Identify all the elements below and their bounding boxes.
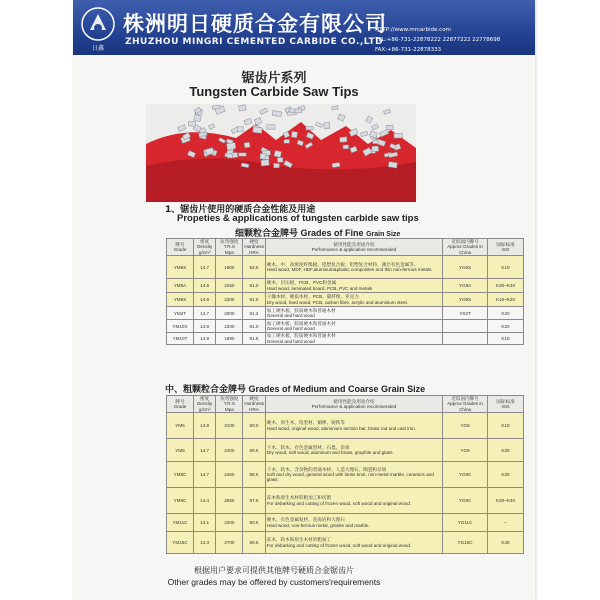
application-en: General and hard wood: [266, 338, 315, 344]
application-cell: [265, 462, 442, 488]
column-header-cn: 牌号: [175, 241, 185, 247]
fine-table-title-cn: 细颗粒合金牌号: [235, 228, 299, 238]
density-cell: 14.9: [193, 333, 215, 345]
column-header-en: Approx Grades in China: [447, 401, 483, 412]
china-cell: YG6X: [443, 256, 488, 279]
saw-tips-illustration-icon: [146, 104, 416, 202]
application-en: Soft and dry wood, general wood with loose knot, non-metal marble, ceramics and glass.: [266, 472, 434, 483]
saw-tip-piece: [284, 139, 290, 143]
hra-cell: 90.5: [243, 514, 265, 532]
column-header: [193, 239, 215, 256]
table-row: [167, 462, 524, 488]
application-cn: 冻木、软木和原生木材的粗加工: [266, 537, 332, 543]
grade-cell: YM6: [167, 413, 194, 439]
iso-cell: –: [488, 514, 524, 532]
application-en: Dry wood, soft wood, aluminum and brass, graphite and glass.: [266, 450, 394, 456]
table-row: [167, 320, 524, 333]
iso-cell: K30~K40: [488, 279, 524, 293]
column-header-cn: 抗弯强度: [220, 396, 239, 401]
saw-tip-piece: [239, 153, 247, 156]
iso-cell: K20: [488, 462, 524, 488]
column-header-en: Performance & application recommended: [311, 404, 397, 410]
density-cell: 14.9: [193, 413, 215, 439]
saw-tip-piece: [227, 143, 236, 150]
saw-tip-piece: [267, 125, 275, 130]
trs-cell: 2250: [216, 279, 243, 293]
column-header: [265, 239, 442, 256]
column-header-en: Grade: [173, 247, 187, 253]
density-cell: 14.4: [193, 488, 215, 514]
density-cell: 14.7: [193, 256, 215, 279]
trs-cell: 1900: [216, 256, 243, 279]
page-title-en: Tungsten Carbide Saw Tips: [189, 84, 359, 99]
column-header-en: Grade: [173, 404, 187, 410]
column-header-unit: g/cm³: [198, 406, 211, 412]
saw-tips-photo: [146, 104, 416, 202]
application-en: For debarking and cutting of frozen wood, soft wood and original wood.: [266, 500, 412, 506]
saw-tip-piece: [244, 142, 250, 148]
column-header-unit: HRA: [249, 406, 259, 412]
application-cn: 干燥木材、硬质木材、PCB、碳纤维、亚克力: [266, 294, 359, 300]
hra-cell: 91.0: [243, 279, 265, 293]
fine-table-title-en: Grades of Fine: [300, 228, 364, 238]
application-cell: [265, 439, 442, 462]
application-en: Hard wood, laminated board, PCB, PVC and metals: [266, 285, 373, 291]
column-header-en: T.R.S: [223, 401, 235, 407]
table-row: [167, 293, 524, 307]
density-cell: 14.3: [193, 532, 215, 554]
application-en: General and hard wood: [266, 313, 315, 319]
iso-cell: K10: [488, 256, 524, 279]
column-header: [167, 396, 194, 413]
table-row: [167, 413, 524, 439]
coarse-grain-table: [166, 395, 524, 554]
iso-cell: K10: [488, 333, 524, 345]
saw-tip-piece: [291, 131, 297, 138]
grade-cell: YM8: [167, 439, 194, 462]
application-cn: 加工硬木板、胶质硬木和普通木材: [266, 333, 336, 339]
hra-cell: 88.5: [243, 462, 265, 488]
grade-cell: YM8X: [167, 293, 194, 307]
table-row: [167, 439, 524, 462]
application-cn: 硬木、层压板、PCB、PVC和金属: [266, 280, 337, 286]
hra-cell: 92.5: [243, 256, 265, 279]
application-cell: [265, 488, 442, 514]
column-header-cn: 近似国内牌号: [451, 239, 479, 244]
table-row: [167, 488, 524, 514]
saw-tip-piece: [394, 133, 403, 138]
grade-cell: YM8A: [167, 279, 194, 293]
table-row: [167, 532, 524, 554]
saw-tip-piece: [199, 132, 207, 136]
grade-cell: YM2T: [167, 307, 194, 320]
china-cell: YG8A: [443, 279, 488, 293]
column-header-cn: 牌号: [175, 398, 185, 404]
saw-tip-piece: [388, 162, 397, 168]
contact-tel: TEL:+86-731-22878222 22877222 22778698: [375, 37, 501, 43]
hra-cell: 91.2: [243, 307, 265, 320]
saw-tip-piece: [289, 108, 296, 113]
saw-tip-piece: [324, 123, 330, 129]
saw-tip-piece: [295, 109, 302, 113]
column-header: [265, 396, 442, 413]
application-en: Dry wood, hard wood, PCB, carbon fibre, acrylic and aluminium steel.: [266, 299, 408, 305]
footer-note-cn: 根据用户要求可提供其他牌号硬质合金锯齿片: [194, 566, 354, 575]
saw-tip-piece: [274, 163, 280, 168]
application-cell: [265, 333, 442, 345]
trs-cell: 1890: [216, 333, 243, 345]
trs-cell: 2100: [216, 413, 243, 439]
grade-cell: YM8C: [167, 462, 194, 488]
china-cell: YG8: [443, 439, 488, 462]
catalog-page: [73, 0, 535, 600]
application-cell: [265, 256, 442, 279]
column-header-cn: 近似国内牌号: [451, 396, 479, 401]
saw-tip-piece: [260, 153, 266, 159]
china-cell: YG11C: [443, 514, 488, 532]
column-header-en: Density: [196, 244, 213, 250]
density-cell: 14.7: [193, 307, 215, 320]
saw-tip-piece: [339, 137, 347, 143]
trs-cell: 2000: [216, 307, 243, 320]
column-header: [193, 396, 215, 413]
application-cn: 干木、软木、含杂物的普通木材、人造大理石、陶瓷和杂项: [266, 466, 387, 472]
saw-tip-piece: [212, 105, 220, 109]
saw-tip-piece: [274, 150, 281, 157]
coarse-table-title: [165, 382, 425, 395]
section-heading-en: Propeties & applications of tungsten carbide saw tips: [177, 213, 419, 224]
application-cell: [265, 293, 442, 307]
china-cell: YG8X: [443, 293, 488, 307]
coarse-table-title-en: Grades of Medium and Coarse Grain Size: [248, 384, 426, 394]
column-header-en: Approx Grades in China: [447, 244, 483, 255]
hra-cell: 91.0: [243, 293, 265, 307]
column-header: [443, 239, 488, 256]
china-cell: [443, 320, 488, 333]
table-row: [167, 256, 524, 279]
china-cell: YG9C: [443, 488, 488, 514]
grade-cell: YM11C: [167, 514, 194, 532]
grade-cell: YM10X: [167, 320, 194, 333]
application-cell: [265, 413, 442, 439]
table-header-row: [167, 239, 524, 256]
grade-cell: YM9C: [167, 488, 194, 514]
column-header: [216, 239, 243, 256]
iso-cell: K20: [488, 439, 524, 462]
coarse-table-title-cn: 中、粗颗粒合金牌号: [165, 384, 247, 394]
column-header: [443, 396, 488, 413]
china-cell: YG8C: [443, 462, 488, 488]
trs-cell: 2400: [216, 439, 243, 462]
saw-tip-piece: [372, 146, 379, 151]
column-header-en: T.R.S: [223, 244, 235, 250]
density-cell: 14.7: [193, 462, 215, 488]
table-row: [167, 514, 524, 532]
trs-cell: 2200: [216, 514, 243, 532]
column-header-cn: 硬度: [249, 396, 259, 401]
saw-tip-piece: [237, 127, 243, 132]
saw-tip-piece: [332, 106, 338, 110]
column-header-unit: Mpa: [224, 406, 234, 412]
column-header-cn: 硬度: [249, 239, 259, 244]
iso-cell: K20: [488, 320, 524, 333]
column-header-unit: Mpa: [224, 249, 234, 255]
section-heading-cn: 1、锯齿片使用的硬质合金性能及用途: [165, 205, 316, 215]
column-header: [488, 239, 524, 256]
hra-cell: 89.5: [243, 439, 265, 462]
hra-cell: 91.0: [243, 320, 265, 333]
saw-tip-piece: [261, 160, 269, 166]
grade-cell: YM6X: [167, 256, 194, 279]
contact-http: HTTP://www.mrcarbide.com: [375, 27, 451, 33]
table-header-row: [167, 396, 524, 413]
application-cn: 加工硬木板、胶质硬木和普通木材: [266, 320, 336, 326]
trs-cell: 2200: [216, 320, 243, 333]
application-cn: 硬木、有色金属复材、花岗岩和大理石: [266, 517, 345, 523]
saw-tip-piece: [188, 121, 195, 126]
column-header-cn: 使用性能及用途介绍: [333, 241, 375, 247]
column-header-en: Performance & application recommended: [311, 247, 397, 253]
application-cn: 硬木、原生木、铝型材、铜棒、铸铁等: [266, 420, 345, 426]
column-header-cn: 密度: [200, 396, 210, 401]
application-cell: [265, 532, 442, 554]
column-header-en: ISO: [501, 404, 510, 410]
column-header-unit: HRA: [249, 249, 259, 255]
column-header-cn: 国际标准: [496, 241, 515, 247]
page-title-cn: 锯齿片系列: [241, 71, 307, 86]
column-header-cn: 国际标准: [496, 398, 515, 404]
hra-cell: 86.5: [243, 532, 265, 554]
application-cn: 干木、软木、有色金属型材、石墨、杂项: [266, 444, 350, 450]
application-en: For debarking and cutting of frozen wood, soft wood and original wood.: [266, 542, 412, 548]
density-cell: 14.6: [193, 293, 215, 307]
table-row: [167, 279, 524, 293]
iso-cell: K10: [488, 413, 524, 439]
contact-fax: FAX:+86-731-22878333: [375, 47, 442, 53]
hra-cell: 90.0: [243, 413, 265, 439]
fine-grain-table: [166, 238, 524, 345]
column-header: [488, 396, 524, 413]
china-cell: YG15C: [443, 532, 488, 554]
column-header: [216, 396, 243, 413]
company-name-cn: 株洲明日硬质合金有限公司: [123, 12, 387, 36]
column-header-unit: g/cm³: [198, 249, 211, 255]
grade-cell: YM10T: [167, 333, 194, 345]
hra-cell: 87.5: [243, 488, 265, 514]
china-cell: YG6: [443, 413, 488, 439]
column-header-cn: 使用性能及用途介绍: [333, 398, 375, 404]
iso-cell: K20: [488, 307, 524, 320]
saw-tip-piece: [277, 157, 283, 162]
density-cell: 14.8: [193, 320, 215, 333]
application-cn: 加工硬木板、胶质硬木和普通木材: [266, 307, 336, 313]
density-cell: 14.6: [193, 279, 215, 293]
fine-table-title-en-small: Grain Size: [366, 231, 401, 238]
trs-cell: 2450: [216, 462, 243, 488]
grade-cell: YM15C: [167, 532, 194, 554]
column-header-en: Hardness: [244, 401, 264, 407]
china-cell: [443, 333, 488, 345]
company-header: [73, 0, 535, 55]
density-cell: 14.1: [193, 514, 215, 532]
application-en: Hard wood, non-ferrous metal, granite and marble.: [266, 522, 370, 528]
column-header: [167, 239, 194, 256]
application-en: Hard wood, MDF, HDF,aluminum&plastic composites and thin non-ferrous metals.: [266, 267, 433, 273]
iso-cell: K10~K20: [488, 293, 524, 307]
iso-cell: K30~K40: [488, 488, 524, 514]
saw-tip-piece: [306, 126, 314, 130]
table-row: [167, 333, 524, 345]
application-cn: 冻木和原生木材的粗加工和切割: [266, 495, 332, 501]
saw-tip-piece: [238, 105, 246, 111]
column-header-en: Density: [196, 401, 213, 407]
trs-cell: 2700: [216, 532, 243, 554]
saw-tip-piece: [373, 140, 378, 144]
hra-cell: 91.5: [243, 333, 265, 345]
column-header: [243, 396, 265, 413]
application-cn: 硬木、中、高密度纤维板、铝塑复合板、铝塑复合材料、薄层有色金属等。: [266, 261, 419, 267]
column-header-cn: 密度: [200, 239, 210, 244]
saw-tip-piece: [343, 145, 349, 149]
application-en: Hard wood, original wood, aluminium section bar, brass rod and cast iron.: [266, 425, 417, 431]
china-cell: YS2T: [443, 307, 488, 320]
logo-caption: 日鑫: [91, 45, 104, 52]
column-header-en: ISO: [501, 247, 510, 253]
company-logo-icon: [80, 6, 116, 46]
iso-cell: K40: [488, 532, 524, 554]
trs-cell: 2650: [216, 488, 243, 514]
column-header-en: Hardness: [244, 244, 264, 250]
company-name-en: ZHUZHOU MINGRI CEMENTED CARBIDE CO.,LTD: [125, 37, 384, 47]
column-header-cn: 抗弯强度: [220, 239, 239, 244]
column-header: [243, 239, 265, 256]
application-cell: [265, 514, 442, 532]
density-cell: 14.7: [193, 439, 215, 462]
application-en: General and hard wood: [266, 326, 315, 332]
application-cell: [265, 279, 442, 293]
saw-tip-piece: [253, 127, 262, 133]
trs-cell: 2200: [216, 293, 243, 307]
contact-block: [375, 25, 533, 55]
application-cell: [265, 307, 442, 320]
table-row: [167, 307, 524, 320]
application-cell: [265, 320, 442, 333]
footer-note-en: Other grades may be offered by customers'requirements: [167, 577, 381, 587]
